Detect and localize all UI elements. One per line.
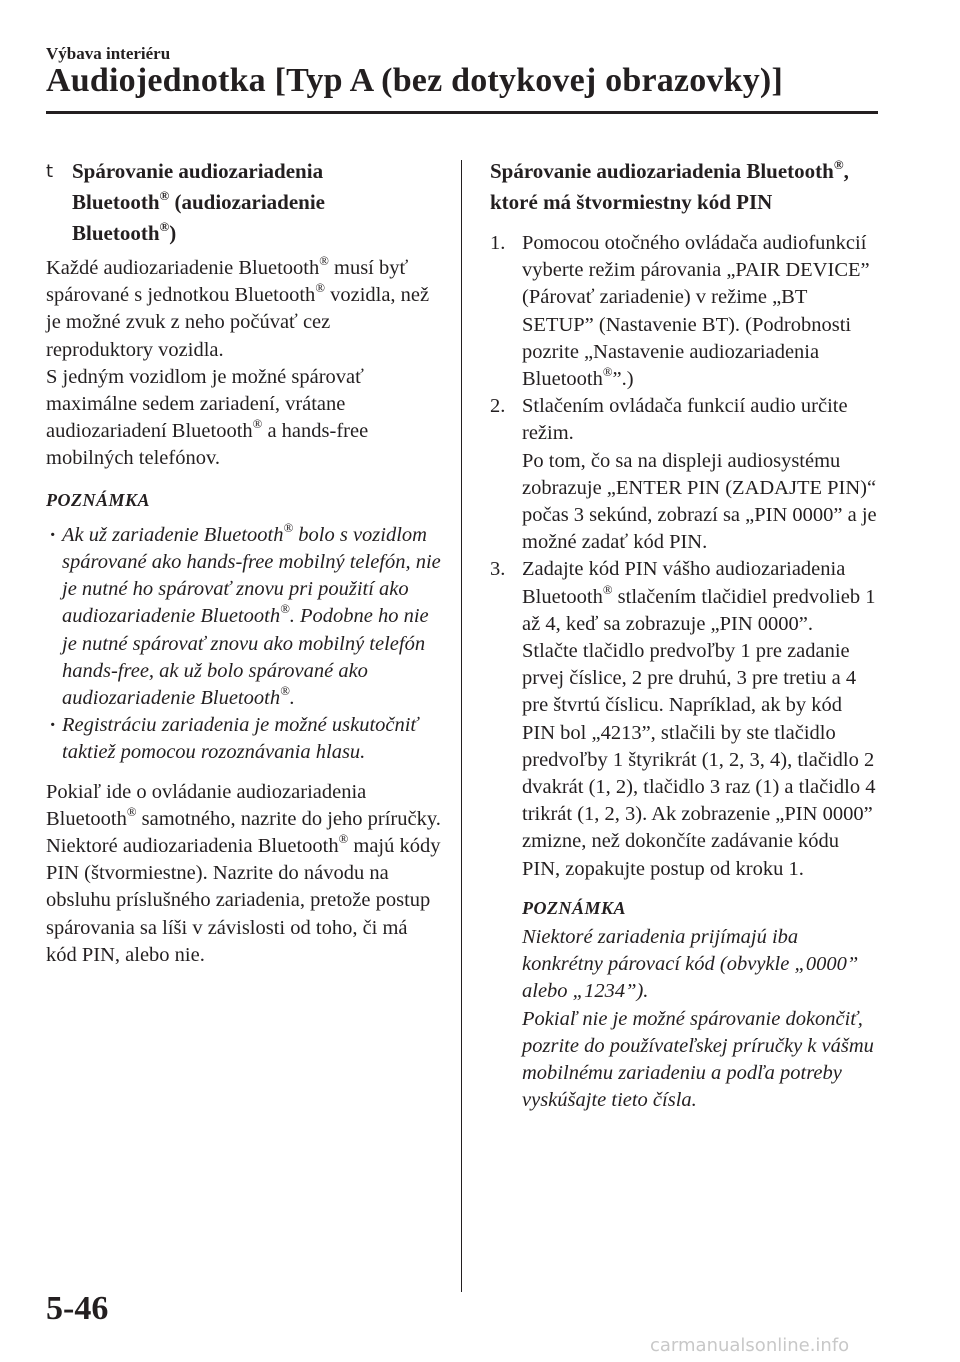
note-item: · Ak už zariadenie Bluetooth® bolo s vozidlom spárované ako hands-free mobilný telefón, nie je nutné ho spárovať znovu pri použití ako audiozariadenie Bluetooth®. Podobne ho nie je nutné spárovať znovu ako mobilný telefón hands-free, ak už bolo spárované ako audiozariadenie Bluetooth®. xyxy=(46,522,441,712)
note-text: Niektoré zariadenia prijímajú iba konkrétny párovací kód (obvykle „0000” alebo „1234”). xyxy=(522,926,859,1003)
note-label: POZNÁMKA xyxy=(46,489,151,510)
section-label: Výbava interiéru xyxy=(46,44,171,63)
note-label: POZNÁMKA xyxy=(522,897,627,918)
step-item: 3. Zadajte kód PIN vášho audiozariadenia Bluetooth® stlačením tlačidiel predvolieb 1 až 4, keď sa zobrazuje „PIN 0000”. Stlačte tlačidlo predvoľby 1 pre zadanie prvej číslice, 2 pre druhú, 3 pre tretiu a 4 pre štvrtú číslicu. Napríklad, ak by kód PIN bol „4213”, stlačili by ste tlačidlo predvoľby 1 štyrikrát (1, 2, 3, 4), tlačidlo 2 dvakrát (1, 2), tlačidlo 3 raz (1) a tlačidlo 4 trikrát (1, 2, 3). Ak zobrazenie „PIN 0000” zmizne, než dokončíte zadávanie kódu PIN, zopakujte postup od kroku 1. xyxy=(490,558,876,880)
right-column xyxy=(490,156,880,1115)
pin-note xyxy=(490,895,880,1115)
note-item: · Registráciu zariadenia je možné uskutočniť taktiež pomocou rozoznávania hlasu. xyxy=(46,712,441,766)
operation-paragraph: Pokiaľ ide o ovládanie audiozariadenia Bluetooth® samotného, nazrite do jeho príručky. xyxy=(46,780,441,830)
intro-paragraph: Každé audiozariadenie Bluetooth® musí byť spárované s jednotkou Bluetooth® vozidla, než je možné zvuk z neho počúvať cez reproduktory vozidla. xyxy=(46,253,430,361)
section-marker-icon: t xyxy=(46,161,54,182)
section-heading: t Spárovanie audiozariadenia Bluetooth® (audiozariadenie Bluetooth®) xyxy=(46,156,441,249)
column-divider xyxy=(461,160,462,1292)
pin-paragraph: Niektoré audiozariadenia Bluetooth® majú kódy PIN (štvormiestne). Nazrite do návodu na obsluhu príslušného zariadenia, pretože postup spárovania sa líši v závislosti od toho, či má kód PIN, alebo nie. xyxy=(46,831,441,966)
left-column xyxy=(46,156,441,969)
limit-paragraph: S jedným vozidlom je možné spárovať maximálne sedem zariadení, vrátane audiozariadení Bluetooth® a hands-free mobilných telefónov. xyxy=(46,365,369,470)
steps-list xyxy=(490,230,880,883)
heading-line-1: Spárovanie audiozariadenia xyxy=(72,159,324,183)
note-text: Pokiaľ nie je možné spárovanie dokončiť, pozrite do používateľskej príručky k vášmu mobilnému zariadeniu a podľa potreby vyskúšajte tieto čísla. xyxy=(522,1007,874,1112)
step-item: 2. Stlačením ovládača funkcií audio určite režim. Po tom, čo sa na displeji audiosystému zobrazuje „ENTER PIN (ZADAJTE PIN)“ počas 3 sekúnd, zobrazí sa „PIN 0000” a je možné zadať kód PIN. xyxy=(490,395,877,554)
note-list xyxy=(46,522,441,767)
title-divider xyxy=(46,111,878,114)
step-item: 1. Pomocou otočného ovládača audiofunkcií vyberte režim párovania „PAIR DEVICE” (Párovať zariadenie) v režime „BT SETUP” (Nastavenie BT). (Podrobnosti pozrite „Nastavenie audiozariadenia Bluetooth®”.) xyxy=(490,232,870,391)
page-number: 5-46 xyxy=(46,1290,109,1327)
pin-pairing-heading: Spárovanie audiozariadenia Bluetooth®, ktoré má štvormiestny kód PIN xyxy=(490,156,849,214)
page-title: Audiojednotka [Typ A (bez dotykovej obrazovky)] xyxy=(46,62,783,99)
watermark: carmanualsonline.info xyxy=(650,1335,850,1356)
